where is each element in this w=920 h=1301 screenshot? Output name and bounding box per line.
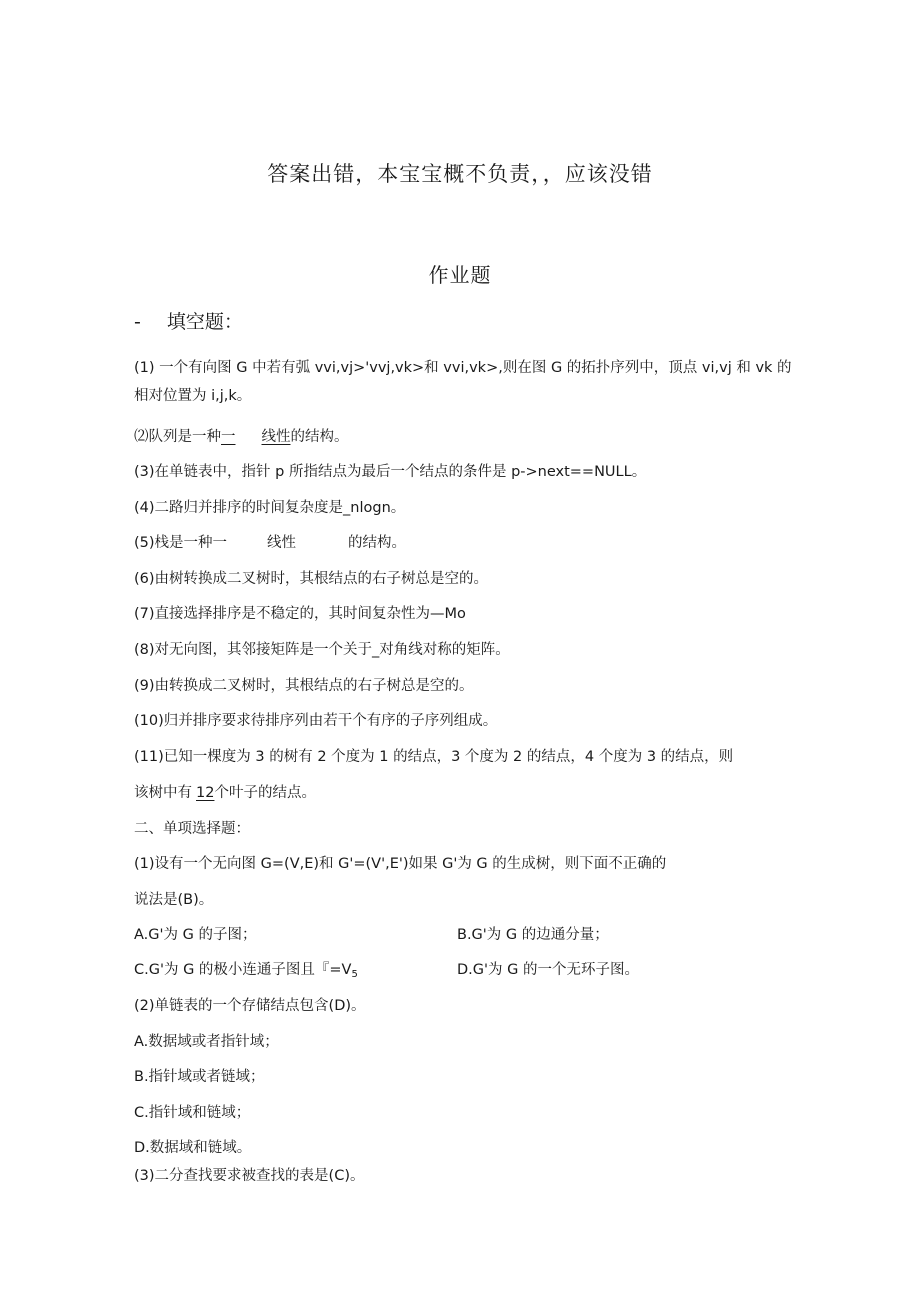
choice-q1-line2: 说法是(B)。 xyxy=(134,892,214,908)
fill-q3: (3)在单链表中，指针 p 所指结点为最后一个结点的条件是 p->next==NULL。 xyxy=(134,464,647,480)
choice-q1-option-c-text: C.G'为 G 的极小连通子图且『=V xyxy=(134,962,352,978)
fill-q1-line2: 相对位置为 i,j,k。 xyxy=(134,388,252,404)
fill-q7: (7)直接选择排序是不稳定的，其时间复杂性为—Mo xyxy=(134,606,466,622)
page-title: 作业题 xyxy=(428,263,492,287)
fill-q11-suffix: 个叶子的结点。 xyxy=(214,785,316,801)
fill-q2 xyxy=(134,427,349,447)
fill-q2-prefix: ⑵队列是一种 xyxy=(134,429,221,445)
heading-dash: - xyxy=(134,311,141,333)
choice-q2: (2)单链表的一个存储结点包含(D)。 xyxy=(134,998,366,1014)
fill-blank-heading-text: 填空题： xyxy=(166,311,243,333)
fill-q2-answer: 线性 xyxy=(261,429,291,445)
choice-q2-option-b: B.指针域或者链域； xyxy=(134,1069,265,1085)
choice-q1-option-d: D.G'为 G 的一个无环子图。 xyxy=(457,962,639,978)
choice-q2-option-a: A.数据域或者指针域； xyxy=(134,1034,279,1050)
fill-q2-suffix: 的结构。 xyxy=(290,429,349,445)
choice-q2-option-d: D.数据域和链域。 xyxy=(134,1140,252,1156)
choice-q1-option-b: B.G'为 G 的边通分量； xyxy=(457,927,609,943)
fill-q8: (8)对无向图，其邻接矩阵是一个关于_对角线对称的矩阵。 xyxy=(134,642,510,658)
fill-q11-line2 xyxy=(134,783,316,803)
choice-q1-option-c xyxy=(134,960,358,985)
fill-q11-answer: 12 xyxy=(196,785,215,801)
fill-q2-blank-a: 一 xyxy=(221,429,236,445)
fill-q5-suffix: 的结构。 xyxy=(348,535,407,551)
choice-q3: (3)二分查找要求被查找的表是(C)。 xyxy=(134,1168,365,1184)
disclaimer-heading: 答案出错，本宝宝概不负责，，应该没错 xyxy=(267,162,653,186)
choice-q1-option-c-sub: 5 xyxy=(351,969,358,980)
fill-blank-heading xyxy=(134,312,243,332)
single-choice-heading: 二、单项选择题： xyxy=(134,821,250,837)
fill-q1-line1: (1) 一个有向图 G 中若有弧 vvi,vj>'vvj,vk>和 vvi,vk>,则在图 G 的拓扑序列中，顶点 vi,vj 和 vk 的 xyxy=(134,360,792,376)
fill-q10: (10)归并排序要求待排序列由若干个有序的子序列组成。 xyxy=(134,713,498,729)
fill-q6: (6)由树转换成二叉树时，其根结点的右子树总是空的。 xyxy=(134,571,489,587)
fill-q4: (4)二路归并排序的时间复杂度是_nlogn。 xyxy=(134,500,406,516)
choice-q1-line1: (1)设有一个无向图 G=(V,E)和 G'=(V',E')如果 G'为 G 的生成树，则下面不正确的 xyxy=(134,856,667,872)
fill-q2-blank xyxy=(221,429,291,445)
fill-q11-prefix: 该树中有 xyxy=(134,785,192,801)
fill-q5 xyxy=(134,533,406,553)
fill-q9: (9)由转换成二叉树时，其根结点的右子树总是空的。 xyxy=(134,678,474,694)
fill-q11-line1: (11)已知一棵度为 3 的树有 2 个度为 1 的结点，3 个度为 2 的结点，4 个度为 3 的结点，则 xyxy=(134,749,734,765)
fill-q5-prefix: (5)栈是一种一 xyxy=(134,535,228,551)
fill-q5-answer: 线性 xyxy=(267,535,297,551)
choice-q1-option-a: A.G'为 G 的子图； xyxy=(134,927,257,943)
choice-q2-option-c: C.指针域和链域； xyxy=(134,1105,251,1121)
